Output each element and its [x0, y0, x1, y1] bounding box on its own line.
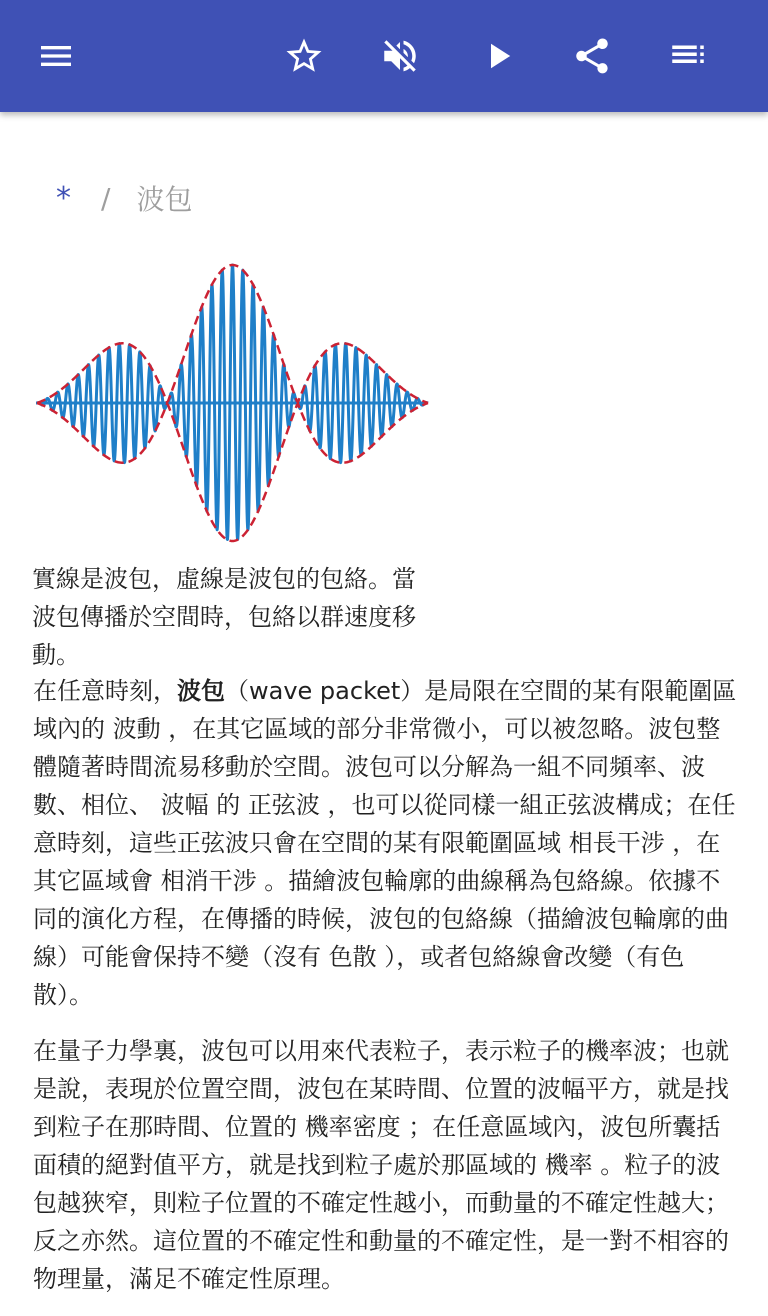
playlist-icon: [667, 35, 709, 77]
text-run: ），或者包絡線會改變（有色散）。: [33, 943, 685, 1009]
playlist-button[interactable]: [656, 24, 720, 88]
article-paragraph-1: [33, 672, 737, 1014]
breadcrumb-current: 波包: [136, 183, 193, 216]
breadcrumb-separator: /: [101, 181, 111, 215]
hamburger-menu-icon: [36, 36, 76, 76]
share-button[interactable]: [560, 24, 624, 88]
link-constructive-interference[interactable]: 相長干涉: [568, 829, 665, 857]
star-outline-icon: [283, 35, 325, 77]
menu-button[interactable]: [24, 24, 88, 88]
breadcrumb-home-link[interactable]: *: [56, 180, 71, 216]
text-run: 在量子力學裏，波包可以用來代表粒子，表示粒子的機率波；也就是說，表現於位置空間，波包在某時間、位置的波幅平方，就是找到粒子在那時間、位置的: [33, 1037, 729, 1141]
text-run: 在任意時刻，: [33, 677, 177, 705]
article-term: 波包: [177, 677, 225, 705]
figure-caption: 實線是波包，虛線是波包的包絡。當波包傳播於空間時，包絡以群速度移動。: [32, 565, 416, 669]
article-body: [33, 672, 737, 1316]
text-run: ，在其它區域會: [33, 829, 721, 895]
text-run: （wave packet）是局限在空間的某有限範圍區域內的: [33, 677, 737, 743]
play-icon: [477, 35, 519, 77]
link-dispersion[interactable]: 色散: [328, 943, 377, 971]
mute-button[interactable]: [368, 24, 432, 88]
text-run: 。描繪波包輪廓的曲線稱為包絡線。依據不同的演化方程，在傳播的時候，波包的包絡線（描繪波包輪廓的曲線）可能會保持不變（沒有: [33, 867, 729, 971]
share-icon: [571, 35, 613, 77]
link-probability[interactable]: 機率: [544, 1151, 593, 1179]
wave-packet-image[interactable]: [32, 256, 432, 548]
article-figure: [32, 256, 432, 674]
text-run: 。粒子的波包越狹窄，則粒子位置的不確定性越小，而動量的不確定性越大；反之亦然。這位置的不確定性和動量的不確定性，是一對不相容的物理量，滿足不確定性原理。: [33, 1151, 729, 1293]
link-probability-density[interactable]: 機率密度: [304, 1113, 401, 1141]
link-amplitude[interactable]: 波幅: [160, 791, 209, 819]
article-paragraph-2: [33, 1032, 737, 1298]
text-run: ，也可以從同樣一組正弦波構成；在任意時刻，這些正弦波只會在空間的某有限範圍區域: [33, 791, 736, 857]
link-wave[interactable]: 波動: [112, 715, 161, 743]
text-run: 的: [208, 791, 248, 819]
link-sine-wave[interactable]: 正弦波: [247, 791, 320, 819]
link-destructive-interference[interactable]: 相消干涉: [160, 867, 257, 895]
play-button[interactable]: [466, 24, 530, 88]
app-bar: [0, 0, 768, 112]
text-run: ，在其它區域的部分非常微小，可以被忽略。波包整體隨著時間流易移動於空間。波包可以分解為一組不同頻率、波數、相位、: [33, 715, 721, 819]
text-run: ；在任意區域內，波包所囊括面積的絕對值平方，就是找到粒子處於那區域的: [33, 1113, 721, 1179]
favorite-button[interactable]: [272, 24, 336, 88]
volume-off-icon: [379, 35, 421, 77]
breadcrumb: [56, 176, 192, 220]
